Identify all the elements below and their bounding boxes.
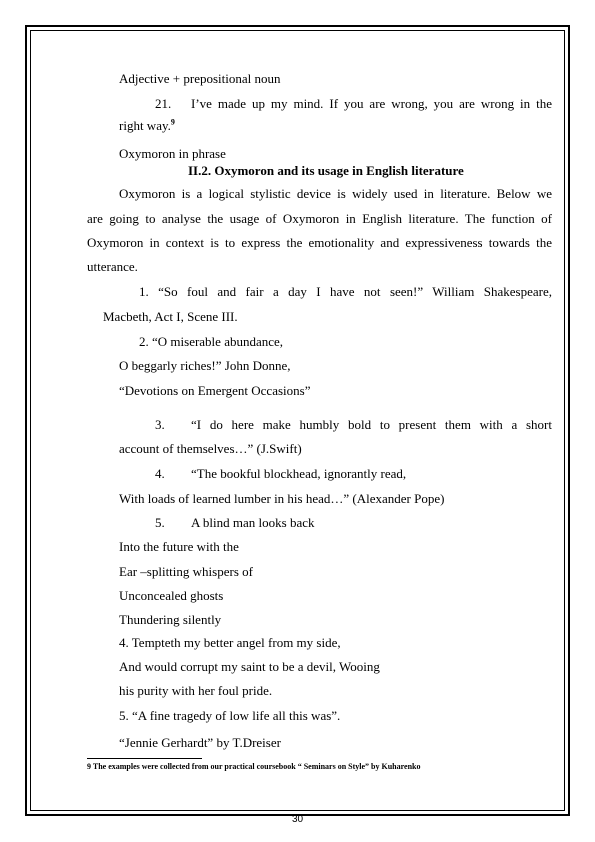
example-5-line-5: Thundering silently: [119, 612, 222, 627]
example-5-line-1: A blind man looks back: [191, 515, 315, 530]
example-1-line-2: Macbeth, Act I, Scene III.: [103, 309, 238, 324]
line-oxymoron-in-phrase: Oxymoron in phrase: [119, 146, 226, 161]
example-7-line-2: “Jennie Gerhardt” by T.Dreiser: [119, 735, 281, 750]
footnote-marker: 9: [170, 117, 175, 127]
example-4-line-2: With loads of learned lumber in his head…” (Alexander Pope): [119, 491, 445, 506]
example-21-continuation: [119, 118, 175, 134]
example-5-number: 5.: [155, 515, 165, 530]
paragraph-line-2: are going to analyse the usage of Oxymoron in English literature. The function of: [87, 211, 552, 226]
example-4-line-1: “The bookful blockhead, ignorantly read,: [191, 466, 407, 481]
example-21-end: right way.: [119, 118, 171, 133]
paragraph-line-4: utterance.: [87, 259, 138, 274]
example-3-line-1: “I do here make humbly bold to present them with a short: [191, 417, 552, 432]
paragraph-line-1: Oxymoron is a logical stylistic device is widely used in literature. Below we: [119, 186, 552, 201]
example-3-number: 3.: [155, 417, 165, 432]
example-3-line-2: account of themselves…” (J.Swift): [119, 441, 302, 456]
example-1-line-1: 1. “So foul and fair a day I have not seen!” William Shakespeare,: [139, 284, 552, 299]
example-6-line-2: And would corrupt my saint to be a devil, Wooing: [119, 659, 380, 674]
example-7-line-1: 5. “A fine tragedy of low life all this was”.: [119, 708, 341, 723]
example-2-line-3: “Devotions on Emergent Occasions”: [119, 383, 311, 398]
example-21-number: 21.: [155, 96, 172, 111]
example-5-line-3: Ear –splitting whispers of: [119, 564, 253, 579]
line-adjective-noun: Adjective + prepositional noun: [119, 71, 281, 86]
example-5-line-4: Unconcealed ghosts: [119, 588, 224, 603]
example-2-line-2: O beggarly riches!” John Donne,: [119, 358, 291, 373]
footnote-divider: [87, 758, 202, 759]
example-2-line-1: 2. “O miserable abundance,: [139, 334, 284, 349]
example-4-number: 4.: [155, 466, 165, 481]
example-6-line-3: his purity with her foul pride.: [119, 683, 273, 698]
page-number: 30: [291, 814, 304, 825]
footnote-text: 9 The examples were collected from our practical coursebook “ Seminars on Style” by Kuharenko: [87, 762, 421, 771]
example-6-line-1: 4. Tempteth my better angel from my side,: [119, 635, 341, 650]
example-5-line-2: Into the future with the: [119, 539, 239, 554]
example-21-text: I’ve made up my mind. If you are wrong, you are wrong in the: [191, 96, 552, 111]
paragraph-line-3: Oxymoron in context is to express the emotionality and expressiveness towards the: [87, 235, 552, 250]
section-heading: II.2. Oxymoron and its usage in English literature: [188, 163, 464, 178]
